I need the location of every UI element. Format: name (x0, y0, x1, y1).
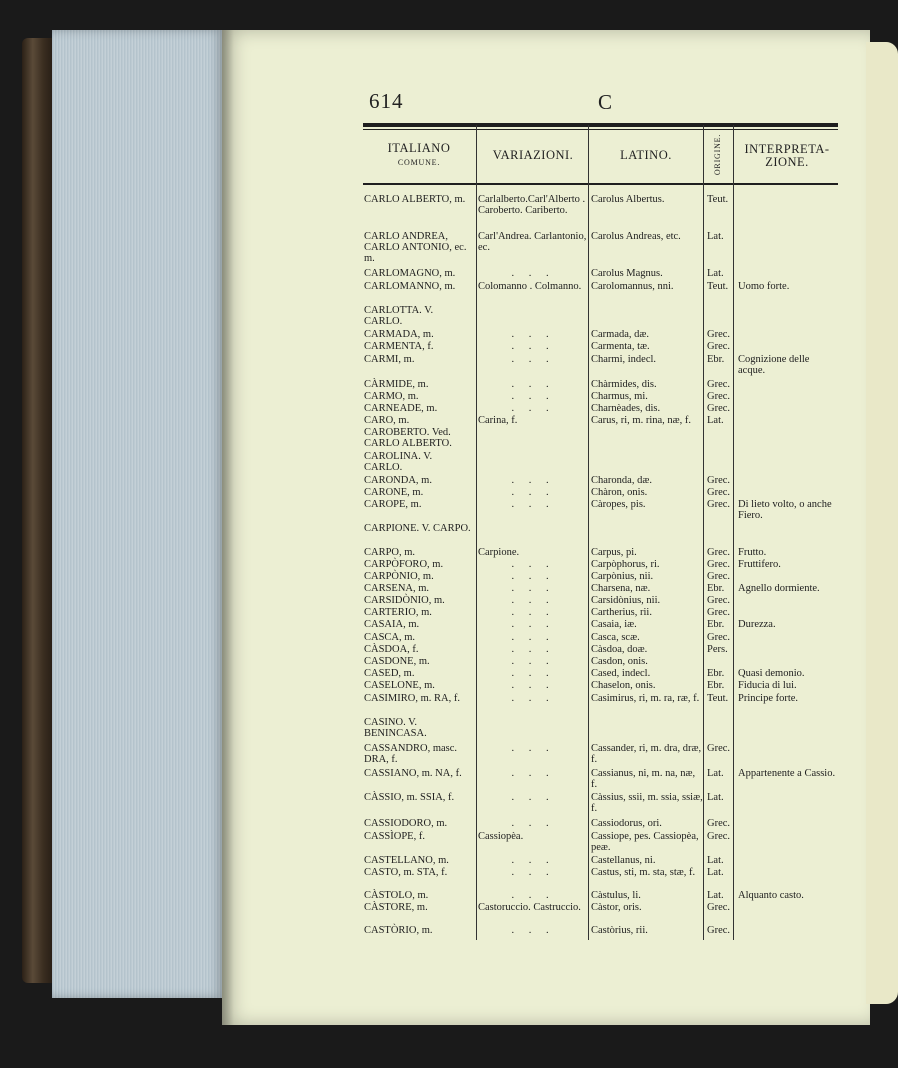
entry-origin: Grec. (707, 547, 731, 558)
entry-name: CASSÌOPE, f. (364, 831, 425, 842)
entry-origin: Grec. (707, 831, 731, 842)
header-variazioni: VARIAZIONI. (492, 148, 574, 162)
entry-variants: . . . (511, 768, 555, 779)
entry-latin: Cassander, ri, m. dra, dræ, f. (591, 743, 702, 765)
entry-latin: Chaselon, onis. (591, 680, 656, 691)
section-letter: C (598, 90, 613, 114)
entry-latin: Cassiope, pes. Cassiopèa, peæ. (591, 831, 699, 853)
entry-latin: Charnèades, dis. (591, 403, 661, 414)
entry-latin: Casca, scæ. (591, 632, 640, 643)
entry-name: CAROPE, m. (364, 499, 422, 510)
entry-variants: Carlalberto.Carl'Alberto . Caroberto. Cariberto. (478, 194, 586, 216)
entry-origin: Ebr. (707, 668, 725, 679)
entry-latin: Carolus Magnus. (591, 268, 663, 279)
entry-variants: Carpione. (478, 547, 520, 558)
entry-name: CASDONE, m. (364, 656, 430, 667)
page-number: 614 (369, 89, 404, 113)
entry-variants: . . . (511, 644, 555, 655)
entry-origin: Teut. (707, 281, 729, 292)
entry-latin: Casaia, iæ. (591, 619, 637, 630)
entry-meaning: Cognizione delle acque. (738, 354, 810, 376)
entry-variants: . . . (511, 487, 555, 498)
header-italiano-label: ITALIANO (387, 141, 451, 155)
entry-origin: Grec. (707, 403, 731, 414)
entry-name: CARLO ALBERTO, m. (364, 194, 466, 205)
entry-name: CASED, m. (364, 668, 415, 679)
entry-latin: Charmus, mi. (591, 391, 648, 402)
entry-variants: . . . (511, 890, 555, 901)
entry-latin: Castus, sti, m. sta, stæ, f. (591, 867, 696, 878)
column-divider (476, 125, 477, 940)
entry-latin: Casimirus, ri, m. ra, ræ, f. (591, 693, 700, 704)
entry-latin: Carolus Andreas, etc. (591, 231, 681, 242)
entry-name: CASINO. V. BENINCASA. (364, 717, 427, 739)
entry-name: CARNEADE, m. (364, 403, 438, 414)
entry-variants: . . . (511, 403, 555, 414)
entry-name: CARPO, m. (364, 547, 416, 558)
column-divider (588, 125, 589, 940)
entry-variants: Cassiopèa. (478, 831, 524, 842)
page-gutter-shadow (222, 30, 234, 1025)
entry-latin: Cartherius, rii. (591, 607, 652, 618)
page-edges (52, 30, 224, 998)
entry-latin: Cassianus, ni, m. na, næ, f. (591, 768, 696, 790)
entry-name: CARMENTA, f. (364, 341, 434, 352)
entry-origin: Lat. (707, 890, 724, 901)
entry-name: CARPÒNIO, m. (364, 571, 434, 582)
entry-variants: Colomanno . Colmanno. (478, 281, 582, 292)
entry-name: CARO, m. (364, 415, 410, 426)
entry-variants: . . . (511, 656, 555, 667)
entry-origin: Grec. (707, 391, 731, 402)
header-interpretazione: INTERPRETA-ZIONE. (744, 142, 830, 169)
entry-variants: . . . (511, 329, 555, 340)
entry-name: CASTO, m. STA, f. (364, 867, 448, 878)
entry-meaning: Fruttifero. (738, 559, 781, 570)
entry-latin: Càssius, ssii, m. ssia, ssiæ, f. (591, 792, 703, 814)
entry-origin: Lat. (707, 867, 724, 878)
entry-origin: Grec. (707, 475, 731, 486)
entry-latin: Càsdoa, doæ. (591, 644, 648, 655)
column-divider (733, 125, 734, 940)
entry-variants: . . . (511, 595, 555, 606)
entry-origin: Grec. (707, 743, 731, 754)
entry-name: CARMI, m. (364, 354, 415, 365)
entry-name: CARLOTTA. V. CARLO. (364, 305, 434, 327)
entry-name: CARTERIO, m. (364, 607, 432, 618)
top-thick-rule (363, 123, 838, 127)
entry-origin: Grec. (707, 379, 731, 390)
entry-latin: Carmada, dæ. (591, 329, 650, 340)
entry-latin: Chàrmides, dis. (591, 379, 657, 390)
entry-latin: Castellanus, ni. (591, 855, 656, 866)
entry-variants: . . . (511, 867, 555, 878)
entry-variants: Carl'Andrea. Carlantonio, ec. (478, 231, 587, 253)
entry-latin: Carolus Albertus. (591, 194, 665, 205)
entry-variants: . . . (511, 571, 555, 582)
entry-latin: Chàron, onis. (591, 487, 648, 498)
entry-meaning: Durezza. (738, 619, 776, 630)
entry-name: CAROBERTO. Ved. CARLO ALBERTO. (364, 427, 452, 449)
entry-latin: Carsidònius, nii. (591, 595, 661, 606)
entry-latin: Cased, indecl. (591, 668, 651, 679)
entry-variants: . . . (511, 475, 555, 486)
entry-variants: . . . (511, 619, 555, 630)
entry-name: CARPÒFORO, m. (364, 559, 444, 570)
entry-latin: Càstor, oris. (591, 902, 642, 913)
entry-meaning: Principe forte. (738, 693, 799, 704)
entry-name: CASTELLANO, m. (364, 855, 449, 866)
entry-variants: . . . (511, 583, 555, 594)
entry-latin: Carpòphorus, ri. (591, 559, 660, 570)
top-thin-rule (363, 129, 838, 130)
entry-meaning: Agnello dormiente. (738, 583, 820, 594)
entry-origin: Grec. (707, 329, 731, 340)
entry-origin: Grec. (707, 571, 731, 582)
entry-variants: . . . (511, 391, 555, 402)
entry-latin: Castòrius, rii. (591, 925, 648, 936)
entry-origin: Grec. (707, 341, 731, 352)
entry-name: CASELONE, m. (364, 680, 435, 691)
entry-variants: . . . (511, 693, 555, 704)
header-italiano-sub: COMUNE. (397, 158, 441, 167)
entry-name: CARSENA, m. (364, 583, 430, 594)
entry-name: CASSIODORO, m. (364, 818, 448, 829)
entry-variants: Castoruccio. Castruccio. (478, 902, 581, 913)
entry-variants: . . . (511, 268, 555, 279)
entry-origin: Lat. (707, 855, 724, 866)
entry-variants: . . . (511, 680, 555, 691)
entry-origin: Lat. (707, 231, 724, 242)
entry-origin: Ebr. (707, 619, 725, 630)
entry-name: CÀSTOLO, m. (364, 890, 429, 901)
entry-latin: Casdon, onis. (591, 656, 648, 667)
entry-origin: Ebr. (707, 680, 725, 691)
entry-origin: Lat. (707, 768, 724, 779)
entry-variants: . . . (511, 341, 555, 352)
entry-latin: Càstulus, li. (591, 890, 641, 901)
entry-name: CASSANDRO, masc. DRA, f. (364, 743, 458, 765)
entry-origin: Lat. (707, 792, 724, 803)
entry-origin: Teut. (707, 194, 729, 205)
entry-origin: Grec. (707, 632, 731, 643)
entry-origin: Grec. (707, 487, 731, 498)
entry-origin: Teut. (707, 693, 729, 704)
entry-name: CAROLINA. V. CARLO. (364, 451, 433, 473)
entry-name: CÀSSIO, m. SSIA, f. (364, 792, 455, 803)
entry-name: CARSIDÒNIO, m. (364, 595, 445, 606)
entry-origin: Lat. (707, 268, 724, 279)
entry-latin: Charsena, næ. (591, 583, 651, 594)
entry-name: CASIMIRO, m. RA, f. (364, 693, 460, 704)
entry-variants: . . . (511, 607, 555, 618)
entry-meaning: Appartenente a Cassio. (738, 768, 836, 779)
entry-meaning: Quasi demonio. (738, 668, 805, 679)
entry-origin: Ebr. (707, 583, 725, 594)
header-latino: LATINO. (620, 148, 672, 162)
entry-meaning: Frutto. (738, 547, 767, 558)
entry-variants: . . . (511, 818, 555, 829)
entry-name: CASCA, m. (364, 632, 416, 643)
entry-variants: . . . (511, 668, 555, 679)
entry-origin: Grec. (707, 607, 731, 618)
entry-variants: . . . (511, 379, 555, 390)
entry-meaning: Alquanto casto. (738, 890, 804, 901)
entry-name: CARPIONE. V. CARPO. (364, 523, 471, 534)
entry-variants: . . . (511, 743, 555, 754)
entry-origin: Grec. (707, 925, 731, 936)
entry-variants: . . . (511, 925, 555, 936)
facing-page-edge (866, 42, 898, 1004)
entry-origin: Grec. (707, 818, 731, 829)
entry-name: CARONDA, m. (364, 475, 432, 486)
entry-name: CASTÒRIO, m. (364, 925, 433, 936)
entry-latin: Carolomannus, nni. (591, 281, 674, 292)
entry-name: CARMO, m. (364, 391, 419, 402)
entry-name: CARLOMANNO, m. (364, 281, 456, 292)
entry-origin: Grec. (707, 499, 731, 510)
entry-meaning: Di lieto volto, o anche Fiero. (738, 499, 832, 521)
entry-variants: . . . (511, 354, 555, 365)
header-bottom-rule (363, 183, 838, 185)
entry-meaning: Fiducia di lui. (738, 680, 797, 691)
entry-name: CÀRMIDE, m. (364, 379, 429, 390)
entry-latin: Carpus, pi. (591, 547, 637, 558)
entry-origin: Lat. (707, 415, 724, 426)
header-origine: ORIGINE. (713, 133, 723, 176)
entry-name: CÀSDOA, f. (364, 644, 419, 655)
entry-latin: Charonda, dæ. (591, 475, 652, 486)
entry-name: CASSIANO, m. NA, f. (364, 768, 462, 779)
entry-variants: . . . (511, 632, 555, 643)
entry-name: CARONE, m. (364, 487, 424, 498)
entry-name: CARLO ANDREA, CARLO ANTONIO, ec. m. (364, 231, 467, 264)
entry-latin: Charmi, indecl. (591, 354, 657, 365)
column-divider (703, 125, 704, 940)
entry-meaning: Uomo forte. (738, 281, 790, 292)
entry-name: CÀSTORE, m. (364, 902, 428, 913)
entry-origin: Grec. (707, 559, 731, 570)
entry-name: CASAIA, m. (364, 619, 420, 630)
entry-variants: . . . (511, 855, 555, 866)
entry-variants: Carina, f. (478, 415, 518, 426)
entry-variants: . . . (511, 559, 555, 570)
entry-name: CARMADA, m. (364, 329, 434, 340)
entry-latin: Carpònius, nii. (591, 571, 654, 582)
entry-latin: Càropes, pis. (591, 499, 646, 510)
entry-latin: Carmenta, tæ. (591, 341, 650, 352)
entry-origin: Grec. (707, 902, 731, 913)
entry-origin: Grec. (707, 595, 731, 606)
entry-variants: . . . (511, 499, 555, 510)
entry-variants: . . . (511, 792, 555, 803)
entry-origin: Ebr. (707, 354, 725, 365)
header-italiano (364, 142, 474, 169)
entry-origin: Pers. (707, 644, 728, 655)
entry-name: CARLOMAGNO, m. (364, 268, 456, 279)
entry-latin: Cassiodorus, ori. (591, 818, 662, 829)
entry-latin: Carus, ri, m. rina, næ, f. (591, 415, 692, 426)
